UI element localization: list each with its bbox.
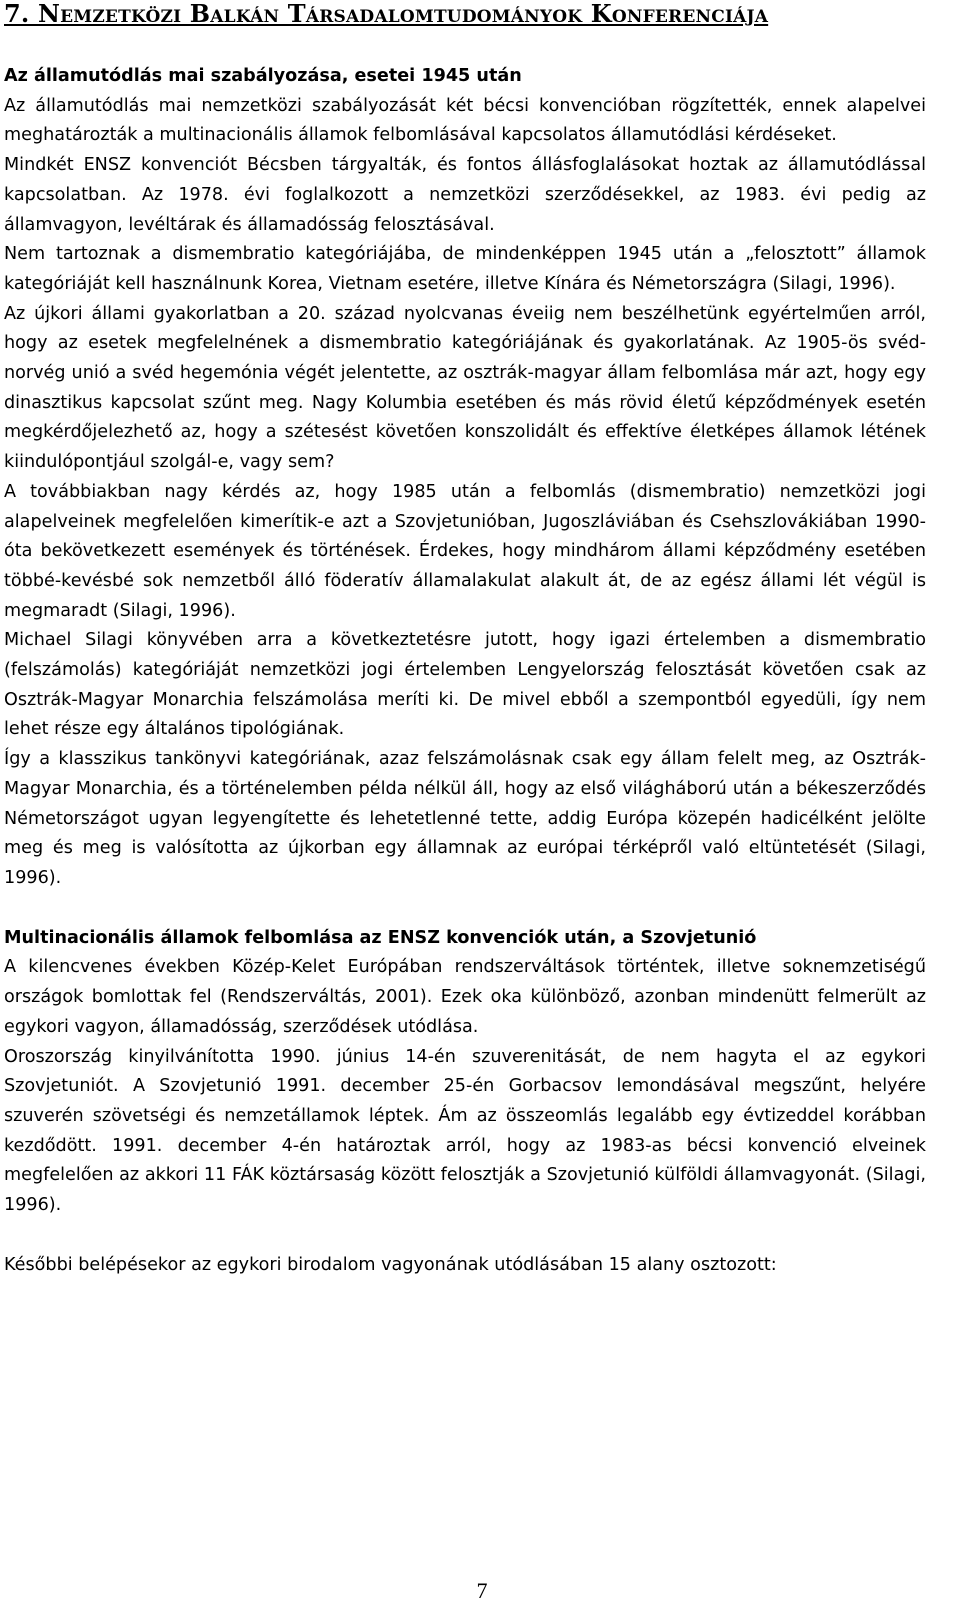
paragraph: Az újkori állami gyakorlatban a 20. század nyolcvanas éveiig nem beszélhetünk egyértelműen arról, hogy az esetek megfelelnének a dismembratio kategóriájának és gyakorlatának. Az 1905-ös svéd-norvég unió a svéd hegemónia végét jelentette, az osztrák-magyar állam felbomlása már azt, hogy egy dinasztikus kapcsolat szűnt meg. Nagy Kolumbia esetében és más rövid életű képződmények esetén megkérdőjelezhető az, hogy a szétesést követően konszolidált és effektíve életképes államok létének kiindulópontjául szolgál-e, vagy sem?	[4, 303, 926, 473]
document-body	[4, 62, 926, 1280]
paragraph: Oroszország kinyilvánította 1990. június 14-én szuverenitását, de nem hagyta el az egykori Szovjetuniót. A Szovjetunió 1991. december 25-én Gorbacsov lemondásával megszűnt, helyére szuverén szövetségi és nemzetállamok léptek. Ám az összeomlás legalább egy évtizeddel korábban kezdődött. 1991. december 4-én határoztak arról, hogy az 1983-as bécsi konvenció elveinek megfelelően az akkori 11 FÁK köztársaság között felosztják a Szovjetunió külföldi államvagyonát. (Silagi, 1996).	[4, 1046, 926, 1216]
running-header: 7. Nemzetközi Balkán Társadalomtudományok Konferenciája	[4, 0, 769, 28]
paragraph: Az államutódlás mai nemzetközi szabályozását két bécsi konvencióban rögzítették, ennek alapelvei meghatározták a multinacionális államok felbomlásával kapcsolatos államutódlási kérdéseket.	[4, 95, 926, 146]
closing-line: Későbbi belépésekor az egykori birodalom vagyonának utódlásában 15 alany osztozott:	[4, 1254, 777, 1275]
paragraph: A kilencvenes években Közép-Kelet Európában rendszerváltások történtek, illetve soknemzetiségű országok bomlottak fel (Rendszerváltás, 2001). Ezek oka különböző, azonban mindenütt felmerült az egykori vagyon, államadósság, szerződések utódlása.	[4, 957, 926, 1037]
section-heading-soviet-union: Multinacionális államok felbomlása az ENSZ konvenciók után, a Szovjetunió	[4, 927, 757, 948]
page-number: 7	[476, 1578, 488, 1603]
paragraph: Michael Silagi könyvében arra a következtetésre jutott, hogy igazi értelemben a dismembratio (felszámolás) kategóriáját nemzetközi jogi értelemben Lengyelország felosztását követően csak az Osztrák-Magyar Monarchia felszámolása meríti ki. De mivel ebből a szempontból egyedüli, így nem lehet része egy általános tipológiának.	[4, 630, 926, 740]
section-heading-succession: Az államutódlás mai szabályozása, esetei 1945 után	[4, 66, 522, 86]
paragraph: Így a klasszikus tankönyvi kategóriának, azaz felszámolásnak csak egy állam felelt meg, az Osztrák-Magyar Monarchia, és a történelemben példa nélkül áll, hogy az első világháború után a békeszerződés Németországot ugyan legyengítette és lehetetlenné tette, addig Európa közepén hadicélként jelölte meg és meg is valósította az újkorban egy államnak az európai térképről való eltüntetését (Silagi, 1996).	[4, 749, 926, 888]
paragraph: Nem tartoznak a dismembratio kategóriájába, de mindenképpen 1945 után a „felosztott” államok kategóriáját kell használnunk Korea, Vietnam esetére, illetve Kínára és Németországra (Silagi, 1996).	[4, 244, 926, 294]
paragraph: A továbbiakban nagy kérdés az, hogy 1985 után a felbomlás (dismembratio) nemzetközi jogi alapelveinek megfelelően kimerítik-e azt a Szovjetunióban, Jugoszláviában és Csehszlovákiában 1990-óta bekövetkezett események és történések. Érdekes, hogy mindhárom állami képződmény esetében többé-kevésbé sok nemzetből álló föderatív államalakulat alakult át, de az egész állami lét végül is megmaradt (Silagi, 1996).	[4, 481, 926, 621]
section-spacer	[4, 1221, 926, 1251]
paragraph: Mindkét ENSZ konvenciót Bécsben tárgyalták, és fontos állásfoglalásokat hoztak az államutódlással kapcsolatban. Az 1978. évi foglalkozott a nemzetközi szerződésekkel, az 1983. évi pedig az államvagyon, levéltárak és államadósság felosztásával.	[4, 155, 926, 235]
section-spacer	[4, 894, 926, 924]
